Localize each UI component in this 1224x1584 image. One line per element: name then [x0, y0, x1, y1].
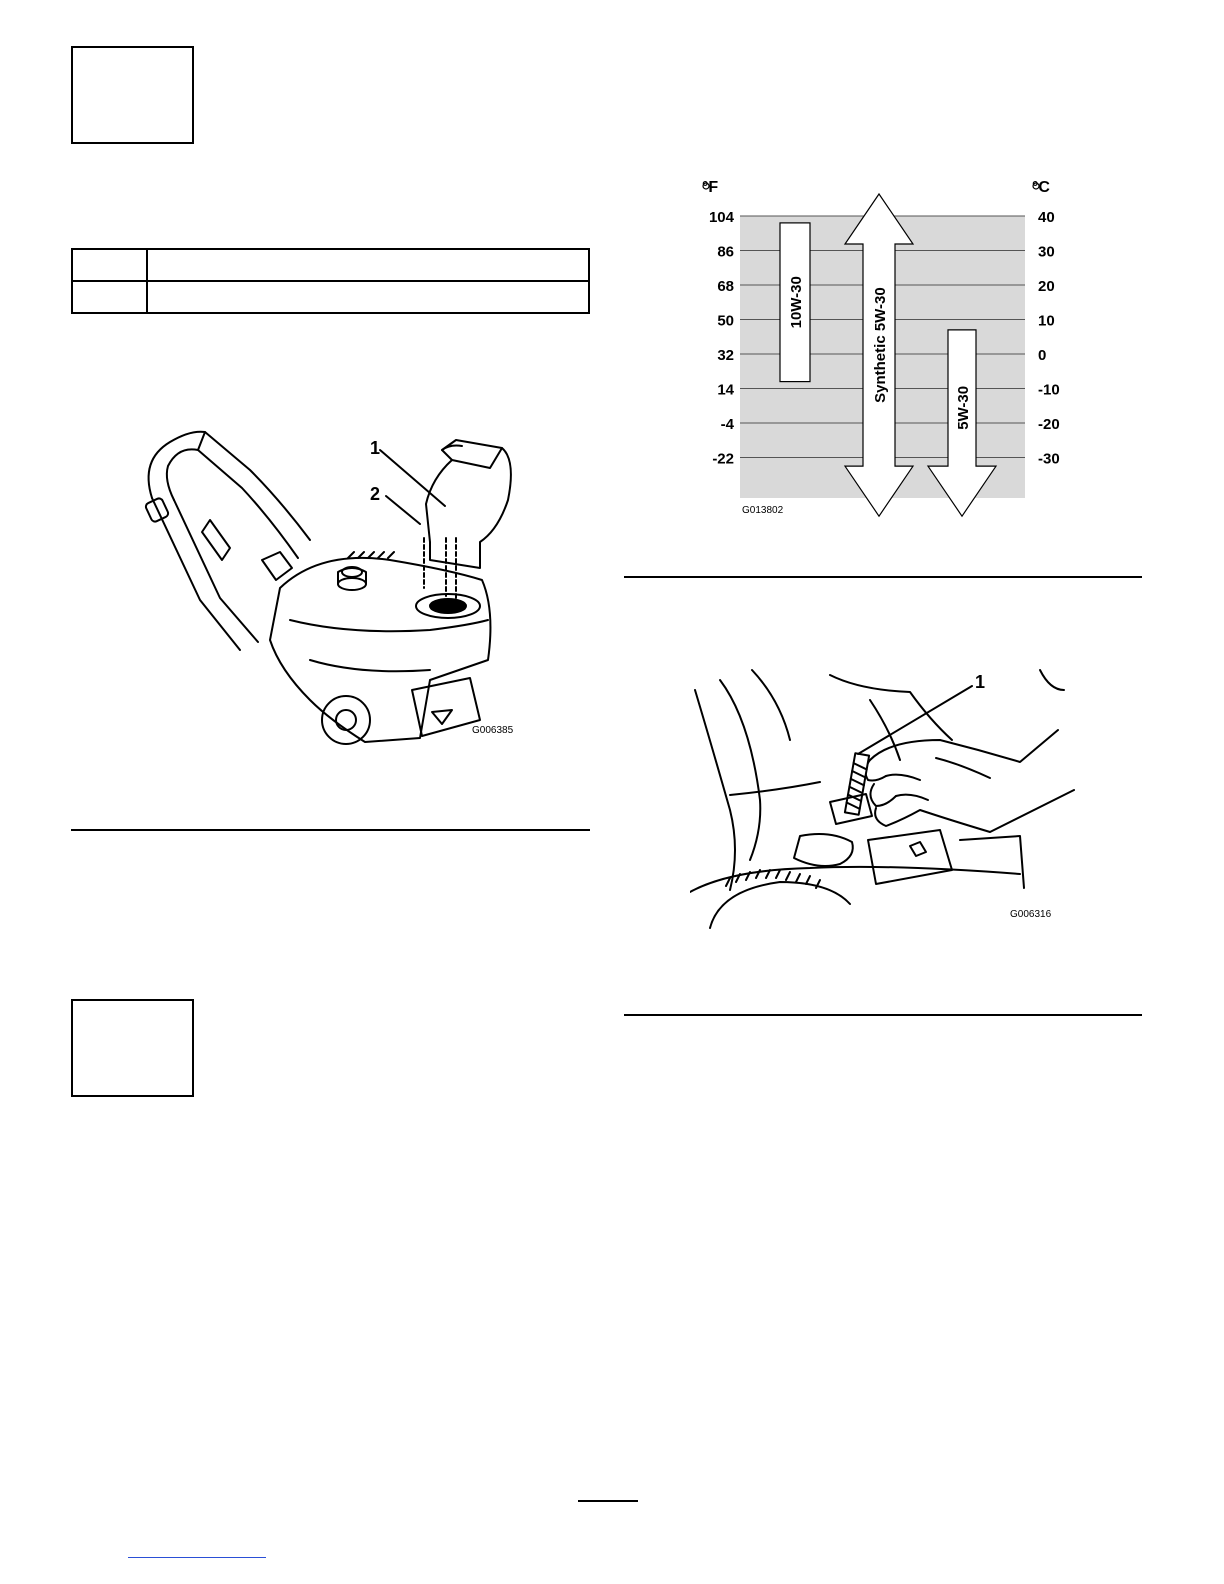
callout-label: 1 — [370, 438, 381, 458]
fahrenheit-tick-label: 86 — [717, 243, 734, 261]
step-number-box-2 — [71, 999, 194, 1097]
fahrenheit-tick-label: 14 — [717, 381, 734, 399]
table-cell — [72, 249, 147, 281]
loose-parts-table — [71, 248, 590, 314]
celsius-axis-unit: °C — [1032, 179, 1050, 196]
page-number-rule — [578, 1500, 638, 1502]
table-cell — [147, 281, 589, 313]
snowthrower-chute-illustration — [130, 420, 530, 750]
section-divider — [624, 576, 1142, 578]
series-label: 10W-30 — [788, 276, 805, 329]
celsius-tick-label: -20 — [1038, 416, 1060, 433]
fahrenheit-tick-label: 50 — [717, 312, 734, 330]
fahrenheit-tick-label: 104 — [708, 209, 734, 226]
table-cell — [72, 281, 147, 313]
table-row — [72, 249, 589, 281]
celsius-tick-label: 40 — [1038, 209, 1055, 226]
fahrenheit-axis-unit: °F — [702, 179, 719, 196]
celsius-tick-label: -30 — [1038, 450, 1060, 468]
figure-code: G006385 — [472, 725, 514, 736]
series-label: 5W-30 — [955, 385, 972, 430]
callout-label: 2 — [370, 484, 381, 504]
celsius-tick-label: 0 — [1038, 347, 1047, 364]
chart-code: G013802 — [742, 505, 784, 516]
oil-viscosity-chart — [690, 170, 1090, 530]
section-divider — [624, 1014, 1142, 1016]
table-cell — [147, 249, 589, 281]
callout-label: 1 — [975, 672, 986, 692]
fahrenheit-tick-label: 68 — [717, 278, 734, 295]
fahrenheit-tick-label: -22 — [712, 450, 734, 468]
celsius-tick-label: 10 — [1038, 312, 1055, 330]
celsius-tick-label: 30 — [1038, 243, 1055, 261]
series-label: Synthetic 5W-30 — [872, 287, 889, 403]
section-divider — [71, 829, 590, 831]
table-row — [72, 281, 589, 313]
celsius-tick-label: -10 — [1038, 381, 1060, 399]
footer-link-underline — [128, 1557, 266, 1558]
celsius-tick-label: 20 — [1038, 278, 1055, 295]
figure-code: G006316 — [1010, 909, 1052, 920]
oil-dipstick-illustration — [690, 660, 1090, 930]
fahrenheit-tick-label: -4 — [720, 416, 734, 433]
fahrenheit-tick-label: 32 — [717, 347, 734, 364]
step-number-box-1 — [71, 46, 194, 144]
